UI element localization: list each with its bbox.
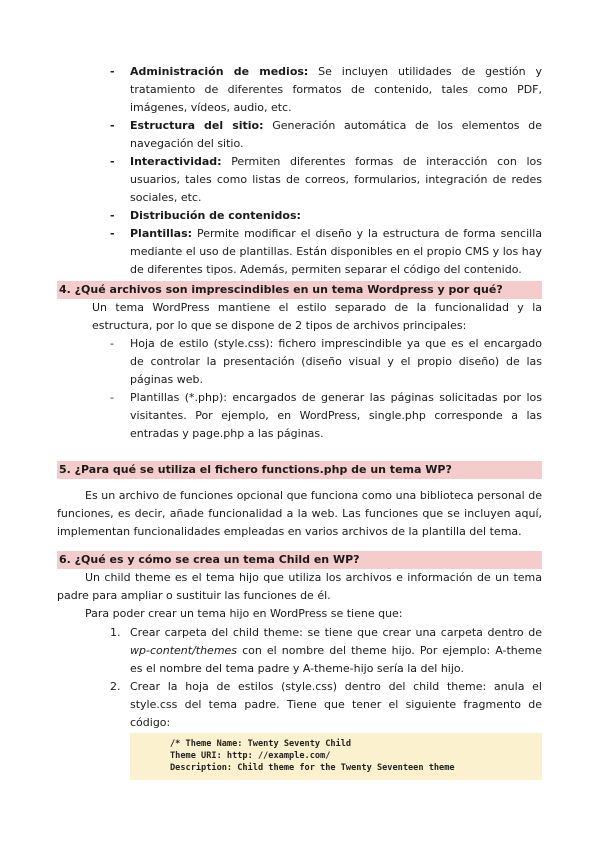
item-text: Hoja de estilo (style.css): fichero imprescindible ya que es el encargado de controlar la presentación (diseño visual y el propio diseño) de las páginas web.: [130, 337, 542, 386]
bullet-marker: -: [110, 391, 114, 404]
item-text: Generación automática de los elementos de navegación del sitio.: [130, 119, 542, 150]
section6-lead: Para poder crear un tema hijo en WordPress se tiene que:: [85, 607, 403, 620]
bullet-marker: -: [110, 337, 114, 350]
steps-list: [110, 624, 542, 732]
section4-heading: 4. ¿Qué archivos son imprescindibles en un tema Wordpress y por qué?: [57, 281, 542, 299]
list-item: [110, 678, 542, 732]
bullet-marker: -: [110, 209, 115, 222]
section6-heading: 6. ¿Qué es y cómo se crea un tema Child en WP?: [57, 551, 542, 569]
item-term: Distribución de contenidos:: [130, 209, 301, 222]
code-block: [130, 733, 542, 780]
item-text: Permiten diferentes formas de interacción con los usuarios, tales como listas de correos, formularios, integración de redes sociales, etc.: [130, 155, 542, 204]
code-line: Description: Child theme for the Twenty Seventeen theme: [170, 763, 455, 773]
item-text: Se incluyen utilidades de gestión y tratamiento de diferentes formatos de contenido, tales como PDF, imágenes, vídeos, audio, etc.: [130, 65, 542, 114]
list-item: [110, 63, 542, 117]
item-term: Administración de medios:: [130, 65, 309, 78]
step1-path: wp-content/themes: [130, 644, 238, 657]
item-text: Permite modificar el diseño y la estructura de forma sencilla mediante el uso de plantillas. Están disponibles en el propio CMS y los hay de diferentes tipos. Además, permiten separar el código del contenido.: [130, 227, 542, 276]
item-term: Plantillas:: [130, 227, 193, 240]
list-item: [110, 335, 542, 389]
section5-heading: 5. ¿Para qué se utiliza el fichero functions.php de un tema WP?: [57, 461, 542, 479]
step-number: 1.: [110, 626, 121, 639]
bullet-marker: -: [110, 65, 115, 78]
code-line: Theme URI: http: //example.com/: [170, 751, 331, 761]
item-term: Estructura del sitio:: [130, 119, 264, 132]
bullet-marker: -: [110, 227, 115, 240]
section6-intro: Un child theme es el tema hijo que utiliza los archivos e información de un tema padre para ampliar o sustituir las funciones de él.: [57, 571, 542, 602]
list-item: [110, 207, 542, 225]
list-item: [110, 153, 542, 207]
section4-intro: Un tema WordPress mantiene el estilo separado de la funcionalidad y la estructura, por lo que se dispone de 2 tipos de archivos principales:: [92, 301, 542, 332]
bullet-marker: -: [110, 155, 115, 168]
item-term: Interactividad:: [130, 155, 222, 168]
item-text: Plantillas (*.php): encargados de generar las páginas solicitadas por los visitantes. Por ejemplo, en WordPress, single.php corresponde a las entradas y page.php a las páginas.: [130, 391, 542, 440]
list-item: [110, 624, 542, 678]
bullet-marker: -: [110, 119, 115, 132]
section4-list: [110, 335, 542, 443]
list-item: [110, 117, 542, 153]
step2-text: Crear la hoja de estilos (style.css) dentro del child theme: anula el style.css del tema padre. Tiene que tener el siguiente fragmento de código:: [130, 680, 542, 729]
list-item: [110, 389, 542, 443]
list-item: [110, 225, 542, 279]
features-list: [110, 63, 542, 279]
step1-text-before: Crear carpeta del child theme: se tiene que crear una carpeta dentro de: [130, 626, 542, 639]
step-number: 2.: [110, 680, 121, 693]
step1-text-after: con el nombre del theme hijo. Por ejemplo: A-theme es el nombre del tema padre y A-theme-hijo sería la del hijo.: [130, 644, 542, 675]
code-line: /* Theme Name: Twenty Seventy Child: [170, 739, 352, 749]
section5-body: Es un archivo de funciones opcional que funciona como una biblioteca personal de funciones, es decir, añade funcionalidad a la web. Las funciones que se incluyen aquí, implementan funcionalidades empleadas en varios archivos de la plantilla del tema.: [57, 489, 542, 538]
